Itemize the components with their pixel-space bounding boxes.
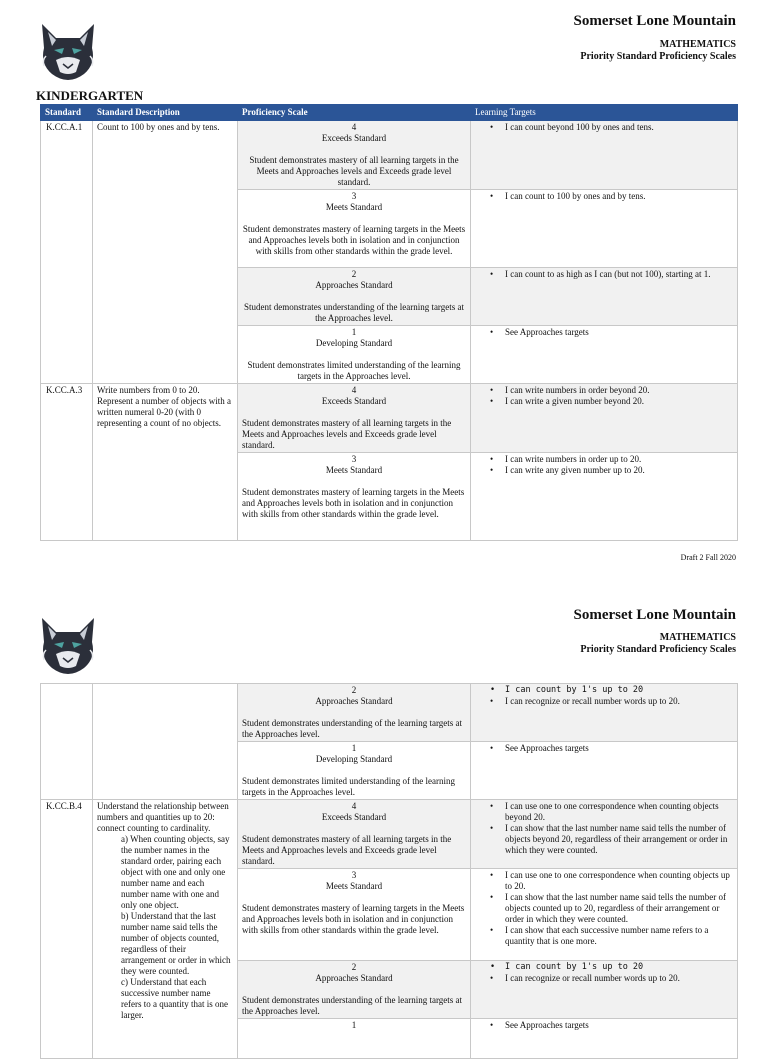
standard-code: K.CC.A.3 xyxy=(41,384,93,541)
targets-cell xyxy=(471,742,738,800)
column-header-scale: Proficiency Scale xyxy=(238,105,471,121)
level-number: 2 xyxy=(351,269,357,279)
level-name: Meets Standard xyxy=(325,202,383,212)
level-number: 1 xyxy=(351,1020,357,1030)
scale-level-cell xyxy=(238,453,471,541)
scale-level-cell xyxy=(238,1019,471,1059)
list-item: • I can use one to one correspondence when counting objects up to 20. xyxy=(505,870,733,892)
list-item: a) When counting objects, say the number names in the standard order, pairing each object with one and only one number name and each number name with one and only one object. xyxy=(121,834,230,910)
targets-cell xyxy=(471,326,738,384)
level-number: 1 xyxy=(351,327,357,337)
scale-level-cell xyxy=(238,384,471,453)
subject-title: MATHEMATICS xyxy=(659,632,736,643)
level-name: Exceeds Standard xyxy=(321,133,387,143)
level-name: Approaches Standard xyxy=(315,696,393,706)
level-description: Student demonstrates limited understanding of the learning targets in the Approaches level. xyxy=(247,360,461,381)
list-item: c) Understand that each successive number name refers to a quantity that is one larger. xyxy=(121,977,228,1020)
school-name: Somerset Lone Mountain xyxy=(573,13,736,29)
level-number: 4 xyxy=(351,801,357,811)
list-item: • I can show that the last number name said tells the number of objects counted up to 20, regardless of their arrangement or order in which they were counted. xyxy=(505,892,733,925)
bobcat-logo-icon xyxy=(36,614,100,676)
standard-code: K.CC.A.1 xyxy=(41,121,93,384)
list-item: • I can count to 100 by ones and by tens. xyxy=(505,191,733,202)
level-description: Student demonstrates mastery of all learning targets in the Meets and Approaches levels and Exceeds grade level standard. xyxy=(242,418,452,450)
level-name: Developing Standard xyxy=(315,754,393,764)
level-name: Developing Standard xyxy=(315,338,393,348)
level-description: Student demonstrates understanding of the learning targets at the Approaches level. xyxy=(243,302,465,323)
list-item: • I can count by 1's up to 20 xyxy=(505,685,733,696)
level-description: Student demonstrates mastery of learning targets in the Meets and Approaches levels both in isolation and in conjunction with skills from other standards within the grade level. xyxy=(242,903,465,935)
subject-title: MATHEMATICS xyxy=(659,39,736,50)
scale-level-cell xyxy=(238,121,471,190)
level-description: Student demonstrates understanding of the learning targets at the Approaches level. xyxy=(242,718,463,739)
level-number: 3 xyxy=(351,191,357,201)
list-item: • I can show that the last number name said tells the number of objects beyond 20, regardless of their arrangement or order in which they were counted. xyxy=(505,823,733,856)
level-number: 2 xyxy=(351,685,357,695)
level-description: Student demonstrates mastery of learning targets in the Meets and Approaches levels both in isolation and in conjunction with skills from other standards within the grade level. xyxy=(242,224,466,256)
list-item: • See Approaches targets xyxy=(505,327,733,338)
targets-cell xyxy=(471,121,738,190)
scale-level-cell xyxy=(238,684,471,742)
level-number: 1 xyxy=(351,743,357,753)
page-footer: Draft 2 Fall 2020 xyxy=(680,553,736,562)
targets-cell xyxy=(471,1019,738,1059)
scale-level-cell xyxy=(238,869,471,961)
targets-cell xyxy=(471,800,738,869)
scale-level-cell xyxy=(238,961,471,1019)
school-name: Somerset Lone Mountain xyxy=(573,607,736,623)
list-item: • I can count by 1's up to 20 xyxy=(505,962,733,973)
list-item: • I can write numbers in order up to 20. xyxy=(505,454,733,465)
level-name: Approaches Standard xyxy=(315,973,393,983)
list-item: • I can recognize or recall number words up to 20. xyxy=(505,973,733,984)
bobcat-logo-icon xyxy=(36,20,100,82)
targets-cell xyxy=(471,684,738,742)
document-page-2 xyxy=(0,596,768,1030)
list-item: • I can show that each successive number name refers to a quantity that is one more. xyxy=(505,925,733,947)
standard-description: Count to 100 by ones and by tens. xyxy=(93,121,238,384)
document-title: Priority Standard Proficiency Scales xyxy=(580,51,736,62)
targets-cell xyxy=(471,190,738,268)
targets-cell xyxy=(471,268,738,326)
standard-code: K.CC.B.4 xyxy=(41,800,93,1059)
list-item: b) Understand that the last number name said tells the number of objects counted, regardless of their arrangement or order in which they were counted. xyxy=(121,911,231,976)
list-item: • I can write any given number up to 20. xyxy=(505,465,733,476)
level-number: 4 xyxy=(351,122,357,132)
level-description: Student demonstrates mastery of all learning targets in the Meets and Approaches levels and Exceeds grade level standard. xyxy=(249,155,459,187)
table-row xyxy=(41,684,738,742)
level-number: 2 xyxy=(351,962,357,972)
standard-description: Write numbers from 0 to 20. Represent a number of objects with a written numeral 0-20 (with 0 representing a count of no objects. xyxy=(93,384,238,541)
level-description: Student demonstrates mastery of learning targets in the Meets and Approaches levels both in isolation and in conjunction with skills from other standards within the grade level. xyxy=(242,487,465,519)
standard-code-empty xyxy=(41,684,93,800)
level-description: Student demonstrates limited understanding of the learning targets in the Approaches level. xyxy=(242,776,455,797)
column-header-targets: Learning Targets xyxy=(471,105,738,121)
level-number: 3 xyxy=(351,870,357,880)
proficiency-table-continued xyxy=(40,683,738,1059)
grade-heading: KINDERGARTEN xyxy=(36,88,144,103)
targets-cell xyxy=(471,869,738,961)
document-title: Priority Standard Proficiency Scales xyxy=(580,644,736,655)
list-item: • See Approaches targets xyxy=(505,743,733,754)
targets-cell xyxy=(471,384,738,453)
scale-level-cell xyxy=(238,268,471,326)
list-item: • I can count beyond 100 by ones and tens. xyxy=(505,122,733,133)
scale-level-cell xyxy=(238,742,471,800)
list-item: • I can write a given number beyond 20. xyxy=(505,396,733,407)
targets-cell xyxy=(471,453,738,541)
scale-level-cell xyxy=(238,190,471,268)
level-name: Exceeds Standard xyxy=(321,396,387,406)
list-item: • I can count to as high as I can (but not 100), starting at 1. xyxy=(505,269,733,280)
column-header-standard: Standard xyxy=(41,105,93,121)
standard-description xyxy=(93,800,238,1059)
table-row xyxy=(41,384,738,453)
table-row xyxy=(41,800,738,869)
proficiency-table xyxy=(40,104,738,541)
level-name: Approaches Standard xyxy=(315,280,393,290)
level-name: Meets Standard xyxy=(325,881,383,891)
standard-intro: Understand the relationship between numbers and quantities up to 20: connect counting to cardinality. xyxy=(97,801,229,833)
list-item: • I can use one to one correspondence when counting objects beyond 20. xyxy=(505,801,733,823)
level-number: 3 xyxy=(351,454,357,464)
level-name: Exceeds Standard xyxy=(321,812,387,822)
list-item: • I can write numbers in order beyond 20. xyxy=(505,385,733,396)
list-item: • I can recognize or recall number words up to 20. xyxy=(505,696,733,707)
level-number: 4 xyxy=(351,385,357,395)
list-item: • See Approaches targets xyxy=(505,1020,733,1031)
level-description: Student demonstrates mastery of all learning targets in the Meets and Approaches levels and Exceeds grade level standard. xyxy=(242,834,452,866)
table-row xyxy=(41,121,738,190)
column-header-description: Standard Description xyxy=(93,105,238,121)
targets-cell xyxy=(471,961,738,1019)
scale-level-cell xyxy=(238,800,471,869)
table-header-row xyxy=(41,105,738,121)
scale-level-cell xyxy=(238,326,471,384)
level-name: Meets Standard xyxy=(325,465,383,475)
standard-description-empty xyxy=(93,684,238,800)
level-description: Student demonstrates understanding of the learning targets at the Approaches level. xyxy=(242,995,463,1016)
